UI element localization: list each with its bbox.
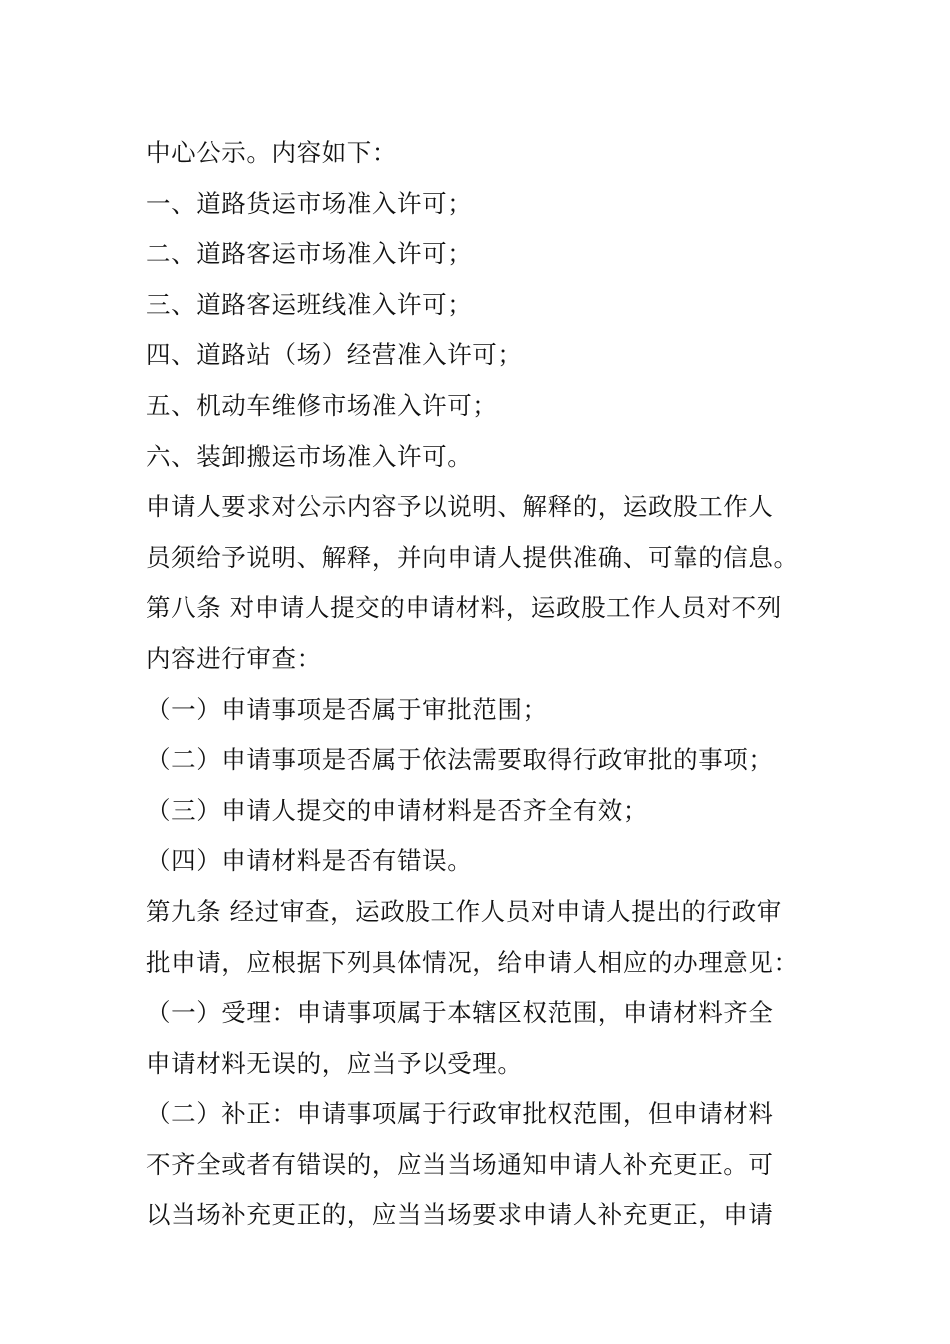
list-item: 四、道路站（场）经营准入许可； (146, 340, 523, 370)
list-item: 五、机动车维修市场准入许可； (146, 390, 498, 420)
text-line: 中心公示。内容如下： (146, 138, 397, 167)
list-item: （二）申请事项是否属于依法需要取得行政审批的事项； (146, 745, 774, 775)
list-item: 六、装卸搬运市场准入许可。 (146, 441, 473, 471)
document-body (146, 128, 810, 1241)
list-item: （一）受理：申请事项属于本辖区权范围，申请材料齐全 (146, 998, 774, 1028)
list-item: （二）补正：申请事项属于行政审批权范围，但申请材料 (146, 1099, 774, 1129)
list-item: （三）申请人提交的申请材料是否齐全有效； (146, 795, 648, 825)
text-line: 批申请，应根据下列具体情况，给申请人相应的办理意见： (146, 947, 799, 977)
text-line: 不齐全或者有错误的，应当当场通知申请人补充更正。可 (146, 1149, 774, 1179)
list-item: 一、道路货运市场准入许可； (146, 188, 473, 218)
text-line: 内容进行审查： (146, 643, 322, 673)
text-line: 申请材料无误的，应当予以受理。 (146, 1048, 523, 1078)
text-line: 以当场补充更正的，应当当场要求申请人补充更正，申请 (146, 1200, 774, 1230)
article-heading-line: 第八条 对申请人提交的申请材料，运政股工作人员对不列 (146, 593, 782, 623)
list-item: （一）申请事项是否属于审批范围； (146, 694, 548, 724)
list-item: （四）申请材料是否有错误。 (146, 846, 473, 876)
list-item: 二、道路客运市场准入许可； (146, 239, 473, 269)
article-heading-line: 第九条 经过审查，运政股工作人员对申请人提出的行政审 (146, 896, 782, 926)
list-item: 三、道路客运班线准入许可； (146, 289, 473, 319)
text-line: 员须给予说明、解释，并向申请人提供准确、可靠的信息。 (146, 542, 799, 572)
text-line: 申请人要求对公示内容予以说明、解释的，运政股工作人 (146, 492, 774, 522)
